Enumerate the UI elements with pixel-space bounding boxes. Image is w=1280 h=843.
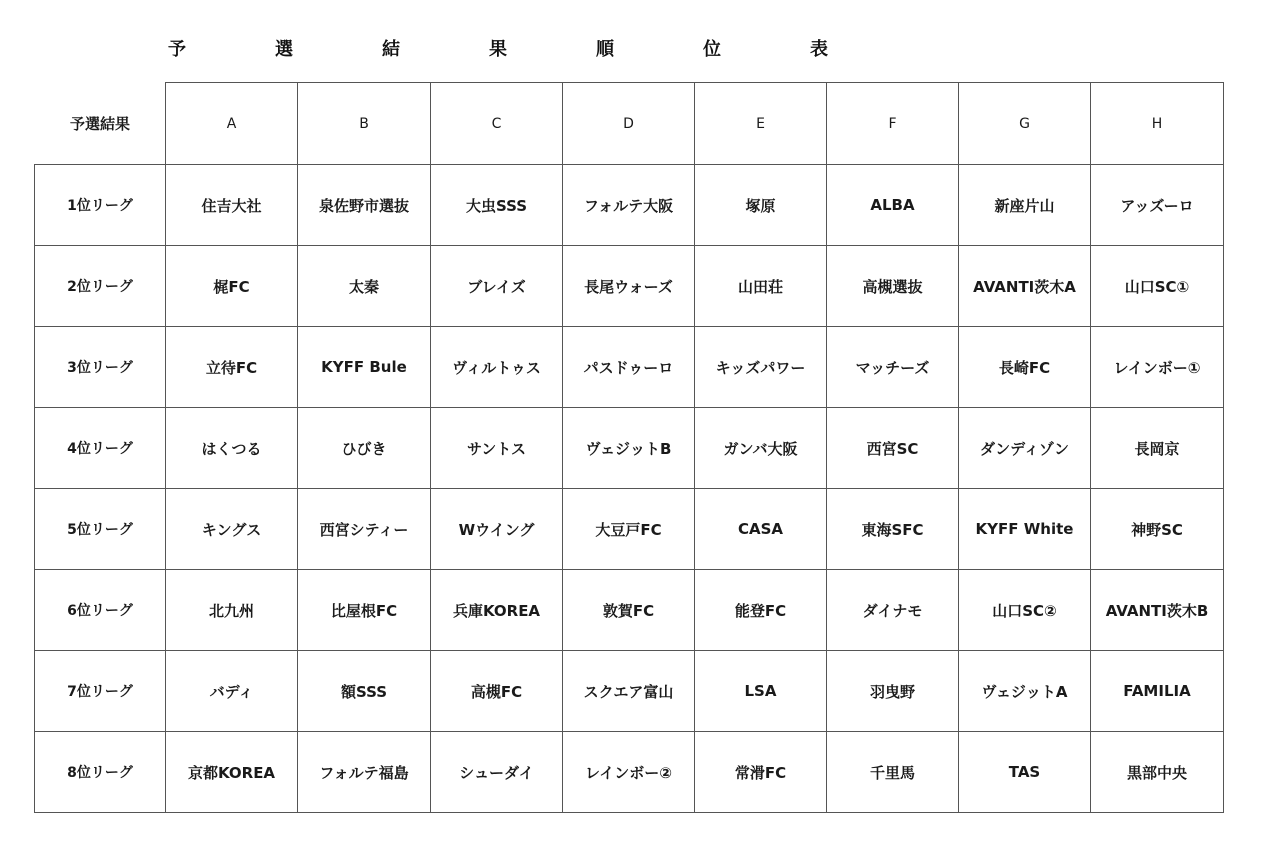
team-cell: 千里馬 [827,732,959,813]
team-cell: 住吉大社 [166,165,298,246]
row-label: 7位リーグ [35,651,166,732]
title-char: 順 [596,39,614,60]
team-cell: シューダイ [431,732,563,813]
team-cell: ダンディゾン [959,408,1091,489]
team-cell: マッチーズ [827,327,959,408]
team-cell: LSA [695,651,827,732]
table-row [35,246,1224,327]
team-cell: 太秦 [298,246,431,327]
team-cell: キングス [166,489,298,570]
page-title [168,30,828,66]
team-cell: 西宮シティー [298,489,431,570]
team-cell: パスドゥーロ [563,327,695,408]
team-cell: ガンバ大阪 [695,408,827,489]
header-row [35,83,1224,165]
group-header-g: G [959,83,1091,165]
team-cell: 能登FC [695,570,827,651]
title-char: 選 [275,39,293,60]
team-cell: 山田荘 [695,246,827,327]
team-cell: 大豆戸FC [563,489,695,570]
team-cell: 立待FC [166,327,298,408]
team-cell: CASA [695,489,827,570]
team-cell: KYFF Bule [298,327,431,408]
team-cell: 山口SC② [959,570,1091,651]
team-cell: フォルテ大阪 [563,165,695,246]
title-char: 位 [703,39,721,60]
team-cell: AVANTI茨木B [1091,570,1224,651]
team-cell: 黒部中央 [1091,732,1224,813]
team-cell: 大虫SSS [431,165,563,246]
table-row [35,327,1224,408]
team-cell: 北九州 [166,570,298,651]
team-cell: レインボー① [1091,327,1224,408]
team-cell: AVANTI茨木A [959,246,1091,327]
team-cell: バディ [166,651,298,732]
team-cell: はくつる [166,408,298,489]
team-cell: アッズーロ [1091,165,1224,246]
team-cell: フォルテ福島 [298,732,431,813]
team-cell: 西宮SC [827,408,959,489]
team-cell: ヴェジットB [563,408,695,489]
row-label: 5位リーグ [35,489,166,570]
team-cell: ダイナモ [827,570,959,651]
team-cell: 塚原 [695,165,827,246]
group-header-d: D [563,83,695,165]
team-cell: 東海SFC [827,489,959,570]
group-header-c: C [431,83,563,165]
team-cell: 敦賀FC [563,570,695,651]
team-cell: ヴィルトゥス [431,327,563,408]
group-header-h: H [1091,83,1224,165]
group-header-e: E [695,83,827,165]
team-cell: 比屋根FC [298,570,431,651]
group-header-b: B [298,83,431,165]
team-cell: 長岡京 [1091,408,1224,489]
team-cell: TAS [959,732,1091,813]
team-cell: 常滑FC [695,732,827,813]
team-cell: ひびき [298,408,431,489]
table-row [35,651,1224,732]
table-row [35,570,1224,651]
row-label: 6位リーグ [35,570,166,651]
team-cell: スクエア富山 [563,651,695,732]
team-cell: 新座片山 [959,165,1091,246]
team-cell: FAMILIA [1091,651,1224,732]
group-header-a: A [166,83,298,165]
team-cell: 長尾ウォーズ [563,246,695,327]
team-cell: 高槻選抜 [827,246,959,327]
row-label: 8位リーグ [35,732,166,813]
team-cell: 山口SC① [1091,246,1224,327]
row-label: 4位リーグ [35,408,166,489]
title-char: 結 [382,39,400,60]
team-cell: 泉佐野市選抜 [298,165,431,246]
table-row [35,489,1224,570]
team-cell: サントス [431,408,563,489]
team-cell: 京都KOREA [166,732,298,813]
team-cell: Wウイング [431,489,563,570]
header-label: 予選結果 [35,83,166,165]
table-row [35,732,1224,813]
table-row [35,165,1224,246]
team-cell: 兵庫KOREA [431,570,563,651]
title-char: 果 [489,39,507,60]
results-table [34,82,1224,813]
team-cell: ヴェジットA [959,651,1091,732]
row-label: 3位リーグ [35,327,166,408]
row-label: 1位リーグ [35,165,166,246]
team-cell: 梶FC [166,246,298,327]
team-cell: 長崎FC [959,327,1091,408]
table-row [35,408,1224,489]
title-char: 表 [810,39,828,60]
team-cell: レインボー② [563,732,695,813]
row-label: 2位リーグ [35,246,166,327]
team-cell: 神野SC [1091,489,1224,570]
team-cell: 羽曳野 [827,651,959,732]
team-cell: ブレイズ [431,246,563,327]
group-header-f: F [827,83,959,165]
team-cell: 額SSS [298,651,431,732]
title-char: 予 [168,39,186,60]
team-cell: KYFF White [959,489,1091,570]
team-cell: キッズパワー [695,327,827,408]
team-cell: ALBA [827,165,959,246]
team-cell: 高槻FC [431,651,563,732]
